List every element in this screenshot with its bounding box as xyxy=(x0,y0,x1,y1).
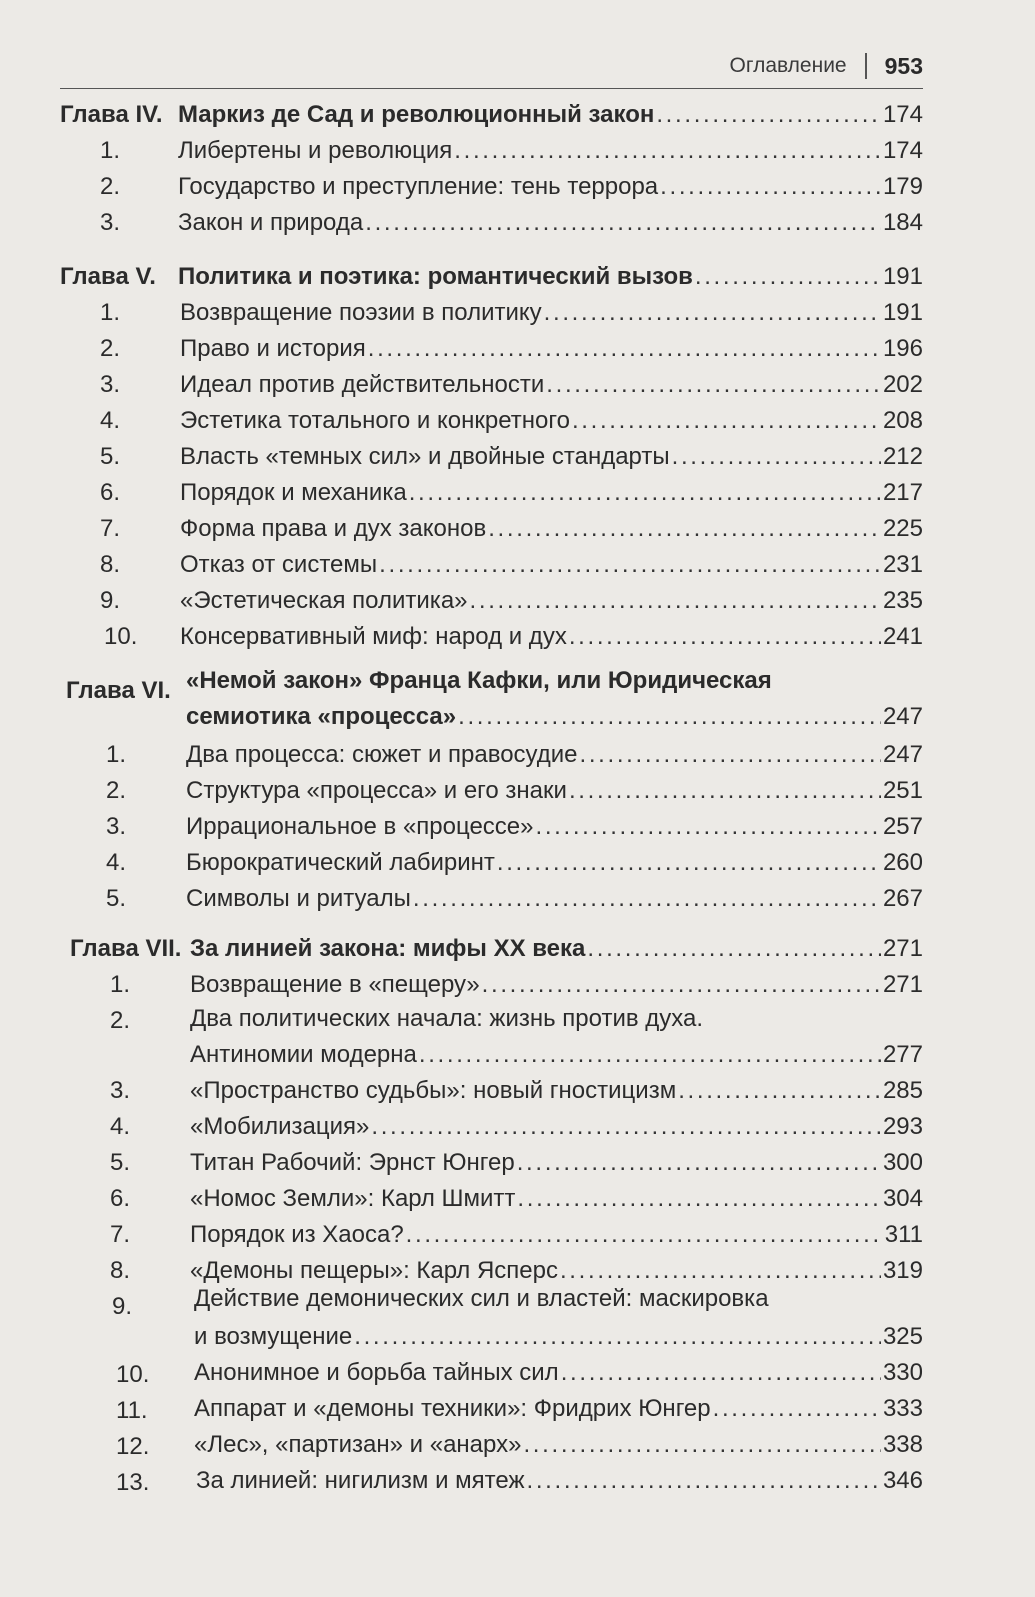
section-page: 174 xyxy=(882,137,923,164)
section-page: 271 xyxy=(882,971,923,998)
section-page: 247 xyxy=(882,741,923,768)
leader-dots xyxy=(527,1466,881,1496)
section-page: 346 xyxy=(882,1467,923,1494)
toc-entry xyxy=(186,740,923,770)
section-number: 9. xyxy=(100,587,121,614)
section-number: 10. xyxy=(116,1361,150,1388)
running-head-divider xyxy=(865,53,867,79)
leader-dots xyxy=(517,1184,881,1214)
chapter-heading xyxy=(190,934,923,964)
section-page: 251 xyxy=(882,777,923,804)
leader-dots xyxy=(580,740,881,770)
leader-dots xyxy=(561,1358,881,1388)
section-title: Порядок из Хаоса? xyxy=(190,1221,404,1248)
toc-entry xyxy=(190,1112,923,1142)
chapter-page: 174 xyxy=(882,101,923,128)
section-number: 9. xyxy=(112,1293,133,1320)
section-page: 293 xyxy=(882,1113,923,1140)
section-number: 4. xyxy=(100,407,121,434)
section-title: Аппарат и «демоны техники»: Фридрих Юнгер xyxy=(194,1395,711,1422)
section-title: Государство и преступление: тень террора xyxy=(178,173,659,200)
section-title: «Номос Земли»: Карл Шмитт xyxy=(190,1185,516,1212)
leader-dots xyxy=(695,262,881,292)
section-title: Порядок и механика xyxy=(180,479,407,506)
toc-entry xyxy=(180,334,923,364)
section-number: 2. xyxy=(106,777,127,804)
toc-entry xyxy=(194,1430,923,1460)
section-number: 3. xyxy=(110,1077,131,1104)
section-page: 225 xyxy=(882,515,923,542)
leader-dots xyxy=(482,970,881,1000)
section-page: 231 xyxy=(882,551,923,578)
section-number: 12. xyxy=(116,1433,150,1460)
section-number: 5. xyxy=(110,1149,131,1176)
section-page: 212 xyxy=(882,443,923,470)
leader-dots xyxy=(406,1220,883,1250)
section-title: «Демоны пещеры»: Карл Ясперс xyxy=(190,1257,558,1284)
leader-dots xyxy=(672,442,881,472)
section-page: 241 xyxy=(882,623,923,650)
section-number: 3. xyxy=(100,209,121,236)
section-title: Либертены и революция xyxy=(178,137,453,164)
section-title: За линией: нигилизм и мятеж xyxy=(196,1467,525,1494)
leader-dots xyxy=(560,1256,881,1286)
running-head-section: Оглавление xyxy=(729,54,847,77)
toc-entry xyxy=(190,1040,923,1070)
toc-entry xyxy=(180,550,923,580)
section-page: 179 xyxy=(882,173,923,200)
chapter-title: Маркиз де Сад и революционный закон xyxy=(178,101,655,128)
section-title: «Пространство судьбы»: новый гностицизм xyxy=(190,1077,677,1104)
section-number: 13. xyxy=(116,1469,150,1496)
section-title: Иррациональное в «процессе» xyxy=(186,813,534,840)
section-title: Возвращение в «пещеру» xyxy=(190,971,480,998)
section-title: Символы и ритуалы xyxy=(186,885,411,912)
section-number: 1. xyxy=(110,971,131,998)
section-number: 1. xyxy=(106,741,127,768)
toc-entry xyxy=(190,1148,923,1178)
toc-entry xyxy=(190,970,923,1000)
toc-entry xyxy=(180,514,923,544)
section-number: 2. xyxy=(100,335,121,362)
section-page: 300 xyxy=(882,1149,923,1176)
chapter-title: Политика и поэтика: романтический вызов xyxy=(178,263,693,290)
leader-dots xyxy=(354,1322,881,1352)
leader-dots xyxy=(368,334,881,364)
toc-entry xyxy=(190,1220,923,1250)
section-title: Консервативный миф: народ и дух xyxy=(180,623,567,650)
section-number: 4. xyxy=(110,1113,131,1140)
chapter-label: Глава IV. xyxy=(60,101,163,128)
section-number: 7. xyxy=(100,515,121,542)
section-number: 7. xyxy=(110,1221,131,1248)
toc-entry xyxy=(186,812,923,842)
chapter-heading xyxy=(178,262,923,292)
section-page: 319 xyxy=(882,1257,923,1284)
chapter-label: Глава VI. xyxy=(66,677,171,704)
section-page: 208 xyxy=(882,407,923,434)
section-title: Власть «темных сил» и двойные стандарты xyxy=(180,443,670,470)
page-number: 953 xyxy=(884,52,923,79)
leader-dots xyxy=(488,514,881,544)
toc-entry xyxy=(194,1358,923,1388)
section-title: Возвращение поэзии в политику xyxy=(180,299,542,326)
section-title-line1: Два политических начала: жизнь против духа. xyxy=(190,1005,704,1032)
section-number: 1. xyxy=(100,299,121,326)
section-number: 6. xyxy=(110,1185,131,1212)
leader-dots xyxy=(458,702,881,732)
toc-entry xyxy=(180,370,923,400)
leader-dots xyxy=(419,1040,881,1070)
section-page: 217 xyxy=(882,479,923,506)
leader-dots xyxy=(497,848,881,878)
toc-entry xyxy=(180,622,923,652)
leader-dots xyxy=(569,776,881,806)
leader-dots xyxy=(569,622,881,652)
chapter-title-line1: «Немой закон» Франца Кафки, или Юридическая xyxy=(186,667,772,694)
leader-dots xyxy=(454,136,881,166)
section-page: 338 xyxy=(882,1431,923,1458)
toc-entry xyxy=(190,1256,923,1286)
section-title: Титан Рабочий: Эрнст Юнгер xyxy=(190,1149,515,1176)
section-page: 325 xyxy=(882,1323,923,1350)
toc-entry xyxy=(180,442,923,472)
toc-entry xyxy=(190,1076,923,1106)
section-title: «Эстетическая политика» xyxy=(180,587,468,614)
section-title: «Мобилизация» xyxy=(190,1113,370,1140)
section-number: 3. xyxy=(100,371,121,398)
section-number: 3. xyxy=(106,813,127,840)
leader-dots xyxy=(517,1148,881,1178)
chapter-heading xyxy=(186,702,923,732)
leader-dots xyxy=(587,934,881,964)
leader-dots xyxy=(371,1112,881,1142)
toc-entry xyxy=(194,1394,923,1424)
section-page: 267 xyxy=(882,885,923,912)
section-title: Форма права и дух законов xyxy=(180,515,487,542)
section-title: Закон и природа xyxy=(178,209,364,236)
leader-dots xyxy=(656,100,881,130)
chapter-title: За линией закона: мифы XX века xyxy=(190,935,586,962)
section-title: Эстетика тотального и конкретного xyxy=(180,407,570,434)
section-page: 311 xyxy=(884,1221,923,1248)
chapter-page: 247 xyxy=(882,703,923,730)
leader-dots xyxy=(572,406,881,436)
section-title: Структура «процесса» и его знаки xyxy=(186,777,567,804)
section-page: 285 xyxy=(882,1077,923,1104)
section-title: Идеал против действительности xyxy=(180,371,545,398)
section-title-line1: Действие демонических сил и властей: маскировка xyxy=(194,1285,769,1312)
leader-dots xyxy=(470,586,881,616)
toc-entry xyxy=(180,406,923,436)
section-page: 277 xyxy=(882,1041,923,1068)
toc-entry xyxy=(180,586,923,616)
toc-entry xyxy=(186,884,923,914)
running-head xyxy=(60,44,923,89)
section-number: 1. xyxy=(100,137,121,164)
leader-dots xyxy=(523,1430,880,1460)
leader-dots xyxy=(546,370,881,400)
section-number: 5. xyxy=(100,443,121,470)
section-page: 235 xyxy=(882,587,923,614)
section-number: 8. xyxy=(110,1257,131,1284)
toc-entry xyxy=(186,776,923,806)
section-page: 184 xyxy=(882,209,923,236)
section-page: 257 xyxy=(882,813,923,840)
chapter-label: Глава V. xyxy=(60,263,156,290)
section-title: Два процесса: сюжет и правосудие xyxy=(186,741,578,768)
section-number: 4. xyxy=(106,849,127,876)
section-page: 333 xyxy=(882,1395,923,1422)
section-title: Право и история xyxy=(180,335,366,362)
toc-entry xyxy=(186,848,923,878)
section-title: «Лес», «партизан» и «анарх» xyxy=(194,1431,522,1458)
section-page: 304 xyxy=(882,1185,923,1212)
toc-entry xyxy=(190,1184,923,1214)
leader-dots xyxy=(660,172,881,202)
toc-entry xyxy=(178,136,923,166)
leader-dots xyxy=(409,478,881,508)
section-page: 196 xyxy=(882,335,923,362)
section-title-line2: и возмущение xyxy=(194,1323,353,1350)
leader-dots xyxy=(379,550,881,580)
section-title-line2: Антиномии модерна xyxy=(190,1041,417,1068)
toc-entry xyxy=(178,208,923,238)
section-number: 10. xyxy=(104,623,138,650)
chapter-title-line2: семиотика «процесса» xyxy=(186,703,457,730)
section-page: 260 xyxy=(882,849,923,876)
leader-dots xyxy=(713,1394,881,1424)
leader-dots xyxy=(544,298,881,328)
leader-dots xyxy=(536,812,881,842)
section-page: 330 xyxy=(882,1359,923,1386)
chapter-heading xyxy=(178,100,923,130)
section-number: 8. xyxy=(100,551,121,578)
section-number: 11. xyxy=(116,1397,148,1424)
chapter-page: 271 xyxy=(882,935,923,962)
chapter-page: 191 xyxy=(882,263,923,290)
section-number: 5. xyxy=(106,885,127,912)
section-title: Отказ от системы xyxy=(180,551,378,578)
chapter-label: Глава VII. xyxy=(70,935,182,962)
toc-entry xyxy=(196,1466,923,1496)
section-title: Анонимное и борьба тайных сил xyxy=(194,1359,559,1386)
section-page: 191 xyxy=(882,299,923,326)
toc-entry xyxy=(194,1322,923,1352)
leader-dots xyxy=(413,884,881,914)
section-number: 2. xyxy=(110,1007,131,1034)
section-page: 202 xyxy=(882,371,923,398)
leader-dots xyxy=(678,1076,881,1106)
toc-entry xyxy=(180,478,923,508)
section-number: 2. xyxy=(100,173,121,200)
leader-dots xyxy=(365,208,881,238)
toc-entry xyxy=(180,298,923,328)
toc-entry xyxy=(178,172,923,202)
section-number: 6. xyxy=(100,479,121,506)
section-title: Бюрократический лабиринт xyxy=(186,849,495,876)
